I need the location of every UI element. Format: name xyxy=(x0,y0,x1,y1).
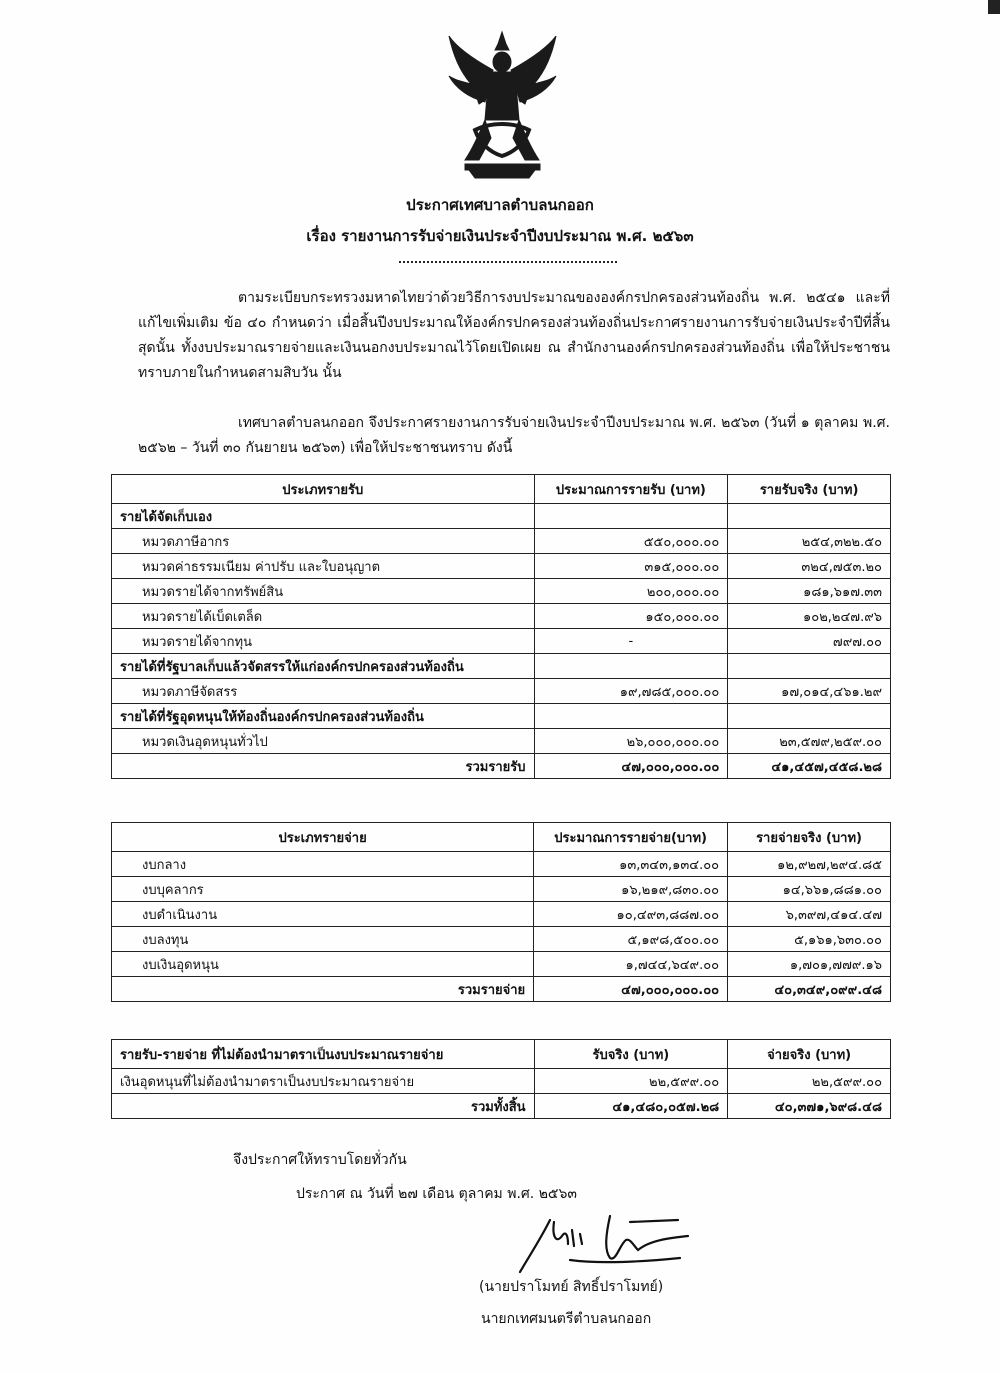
estimate-cell: ๑๐,๔๙๓,๘๘๗.๐๐ xyxy=(534,902,728,927)
total-label: รวมรายรับ xyxy=(112,754,535,779)
table-row xyxy=(112,679,891,704)
estimate-cell: ๑,๗๔๔,๖๔๙.๐๐ xyxy=(534,952,728,977)
estimate-cell: ๕๕๐,๐๐๐.๐๐ xyxy=(534,529,728,554)
table-header-row xyxy=(112,475,891,504)
actual-cell: ๓๒๔,๗๕๓.๒๐ xyxy=(728,554,891,579)
estimate-cell: ๑๖,๒๑๙,๘๓๐.๐๐ xyxy=(534,877,728,902)
row-label: งบกลาง xyxy=(112,852,534,877)
row-label: หมวดรายได้จากทุน xyxy=(112,629,535,654)
closing-announce: จึงประกาศให้ทราบโดยทั่วกัน xyxy=(233,1152,407,1168)
table-row xyxy=(112,927,891,952)
table-row xyxy=(112,877,891,902)
row-label: เงินอุดหนุนที่ไม่ต้องนำมาตราเป็นงบประมาณรายจ่าย xyxy=(112,1069,535,1094)
table-header-row xyxy=(112,1040,891,1069)
estimate-cell: ๒๐๐,๐๐๐.๐๐ xyxy=(534,579,728,604)
row-label: งบบุคลากร xyxy=(112,877,534,902)
row-label: งบลงทุน xyxy=(112,927,534,952)
row-label: หมวดรายได้จากทรัพย์สิน xyxy=(112,579,535,604)
received-cell: ๒๒,๕๙๙.๐๐ xyxy=(534,1069,728,1094)
group-row xyxy=(112,654,891,679)
row-label: หมวดภาษีอากร xyxy=(112,529,535,554)
group-row xyxy=(112,504,891,529)
row-label: หมวดรายได้เบ็ดเตล็ด xyxy=(112,604,535,629)
group-label: รายได้ที่รัฐอุดหนุนให้ท้องถิ่นองค์กรปกครองส่วนท้องถิ่น xyxy=(112,704,535,729)
table-row xyxy=(112,579,891,604)
table-row xyxy=(112,952,891,977)
estimate-cell: - xyxy=(534,629,728,654)
total-actual: ๔๑,๔๕๗,๔๕๘.๒๘ xyxy=(728,754,891,779)
estimate-cell: ๑๙,๗๘๕,๐๐๐.๐๐ xyxy=(534,679,728,704)
table-row xyxy=(112,554,891,579)
column-header: รายจ่ายจริง (บาท) xyxy=(728,823,891,852)
column-header: ประมาณการรายจ่าย(บาท) xyxy=(534,823,728,852)
subject-line: เรื่อง รายงานการรับจ่ายเงินประจำปีงบประมาณ พ.ศ. ๒๕๖๓ xyxy=(306,227,694,245)
group-label: รายได้ที่รัฐบาลเก็บแล้วจัดสรรให้แก่องค์กรปกครองส่วนท้องถิ่น xyxy=(112,654,535,679)
table-row xyxy=(112,629,891,654)
group-row xyxy=(112,704,891,729)
revenue-table xyxy=(111,474,891,779)
total-estimate: ๔๗,๐๐๐,๐๐๐.๐๐ xyxy=(534,977,728,1002)
signer-name: (นายปราโมทย์ สิทธิ์ปราโมทย์) xyxy=(479,1279,664,1295)
actual-cell: ๑๘๑,๖๑๗.๓๓ xyxy=(728,579,891,604)
signer-title: นายกเทศมนตรีตำบลนกออก xyxy=(481,1311,652,1327)
row-label: หมวดค่าธรรมเนียม ค่าปรับ และใบอนุญาต xyxy=(112,554,535,579)
total-paid: ๔๐,๓๗๑,๖๙๘.๔๘ xyxy=(728,1094,891,1119)
estimate-cell: ๓๑๕,๐๐๐.๐๐ xyxy=(534,554,728,579)
actual-cell: ๑๐๒,๒๔๗.๙๖ xyxy=(728,604,891,629)
total-actual: ๔๐,๓๔๙,๐๙๙.๔๘ xyxy=(728,977,891,1002)
estimate-cell: ๒๖,๐๐๐,๐๐๐.๐๐ xyxy=(534,729,728,754)
row-label: งบเงินอุดหนุน xyxy=(112,952,534,977)
table-header-row xyxy=(112,823,891,852)
column-header: ประเภทรายจ่าย xyxy=(112,823,534,852)
expense-table xyxy=(111,822,891,1002)
total-estimate: ๔๗,๐๐๐,๐๐๐.๐๐ xyxy=(534,754,728,779)
table-row xyxy=(112,729,891,754)
actual-cell: ๒๓,๕๗๙,๒๕๙.๐๐ xyxy=(728,729,891,754)
column-header: รายรับจริง (บาท) xyxy=(728,475,891,504)
signature-mark xyxy=(510,1200,710,1280)
actual-cell: ๑๒,๙๒๗,๒๙๔.๘๕ xyxy=(728,852,891,877)
table-row xyxy=(112,529,891,554)
total-row xyxy=(112,977,891,1002)
estimate-cell: ๕,๑๙๘,๕๐๐.๐๐ xyxy=(534,927,728,952)
row-label: งบดำเนินงาน xyxy=(112,902,534,927)
total-received: ๔๑,๔๘๐,๐๕๗.๒๘ xyxy=(534,1094,728,1119)
estimate-cell: ๑๓,๓๔๓,๑๓๔.๐๐ xyxy=(534,852,728,877)
date-line: ประกาศ ณ วันที่ ๒๗ เดือน ตุลาคม พ.ศ. ๒๕๖๓ xyxy=(296,1186,577,1202)
actual-cell: ๑๔,๖๖๑,๘๘๑.๐๐ xyxy=(728,877,891,902)
actual-cell: ๕,๑๖๑,๖๓๐.๐๐ xyxy=(728,927,891,952)
actual-cell: ๒๕๔,๓๒๒.๕๐ xyxy=(728,529,891,554)
table-row xyxy=(112,902,891,927)
row-label: หมวดภาษีจัดสรร xyxy=(112,679,535,704)
paid-cell: ๒๒,๕๙๙.๐๐ xyxy=(728,1069,891,1094)
actual-cell: ๑๗,๐๑๔,๔๖๑.๒๙ xyxy=(728,679,891,704)
org-title: ประกาศเทศบาลตำบลนกออก xyxy=(406,196,594,214)
body-paragraph-2: เทศบาลตำบลนกออก จึงประกาศรายงานการรับจ่ายเงินประจำปีงบประมาณ พ.ศ. ๒๕๖๓ (วันที่ ๑ ตุลาคม พ.ศ. ๒๕๖๒ – วันที่ ๓๐ กันยายน ๒๕๖๓) เพื่อให้ประชาชนทราบ ดังนี้ xyxy=(138,415,890,456)
actual-cell: ๗๙๗.๐๐ xyxy=(728,629,891,654)
column-header: ประเภทรายรับ xyxy=(112,475,535,504)
scan-edge-mark xyxy=(988,0,1000,14)
column-header: ประมาณการรายรับ (บาท) xyxy=(534,475,728,504)
total-row xyxy=(112,754,891,779)
table-row xyxy=(112,852,891,877)
column-header: รับจริง (บาท) xyxy=(534,1040,728,1069)
body-paragraph-1: ตามระเบียบกระทรวงมหาดไทยว่าด้วยวิธีการงบประมาณขององค์กรปกครองส่วนท้องถิ่น พ.ศ. ๒๕๔๑ และที่แก้ไขเพิ่มเติม ข้อ ๔๐ กำหนดว่า เมื่อสิ้นปีงบประมาณให้องค์กรปกครองส่วนท้องถิ่นประกาศรายงานการรับจ่ายเงินประจำปีที่สิ้นสุดนั้น ทั้งงบประมาณรายจ่ายและเงินนอกงบประมาณไว้โดยเปิดเผย ณ สำนักงานองค์กรปกครองส่วนท้องถิ่น เพื่อให้ประชาชนทราบภายในกำหนดสามสิบวัน นั้น xyxy=(138,290,890,381)
actual-cell: ๑,๗๐๑,๗๗๙.๑๖ xyxy=(728,952,891,977)
column-header: จ่ายจริง (บาท) xyxy=(728,1040,891,1069)
group-label: รายได้จัดเก็บเอง xyxy=(112,504,535,529)
separator-dots xyxy=(399,261,617,263)
column-header: รายรับ-รายจ่าย ที่ไม่ต้องนำมาตราเป็นงบประมาณรายจ่าย xyxy=(112,1040,535,1069)
total-row xyxy=(112,1094,891,1119)
total-label: รวมรายจ่าย xyxy=(112,977,534,1002)
actual-cell: ๖,๓๙๗,๔๑๔.๔๗ xyxy=(728,902,891,927)
estimate-cell: ๑๕๐,๐๐๐.๐๐ xyxy=(534,604,728,629)
garuda-emblem xyxy=(445,30,560,180)
row-label: หมวดเงินอุดหนุนทั่วไป xyxy=(112,729,535,754)
table-row xyxy=(112,604,891,629)
off-budget-table xyxy=(111,1039,891,1119)
table-row xyxy=(112,1069,891,1094)
total-label: รวมทั้งสิ้น xyxy=(112,1094,535,1119)
